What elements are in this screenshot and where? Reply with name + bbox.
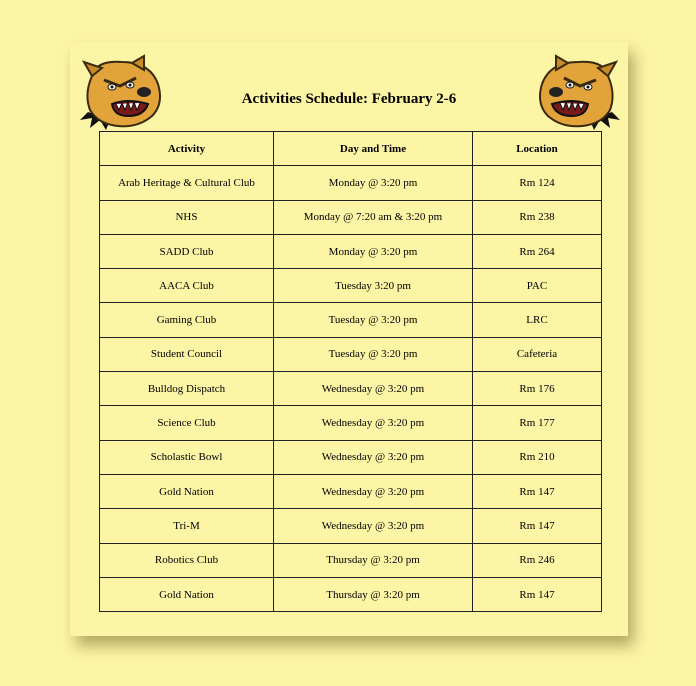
activity-cell: AACA Club (100, 269, 274, 303)
location-cell: Rm 147 (473, 474, 602, 508)
day-time-cell: Wednesday @ 3:20 pm (274, 440, 473, 474)
day-time-cell: Thursday @ 3:20 pm (274, 543, 473, 577)
table-row (100, 474, 602, 508)
bulldog-mascot-icon (534, 54, 622, 132)
table-row (100, 234, 602, 268)
activity-cell: Robotics Club (100, 543, 274, 577)
activity-cell: Bulldog Dispatch (100, 372, 274, 406)
location-cell: LRC (473, 303, 602, 337)
day-time-cell: Wednesday @ 3:20 pm (274, 474, 473, 508)
activity-cell: Scholastic Bowl (100, 440, 274, 474)
header-day-time: Day and Time (274, 132, 473, 166)
table-header-row (100, 132, 602, 166)
location-cell: Rm 177 (473, 406, 602, 440)
location-cell: Rm 246 (473, 543, 602, 577)
table-row (100, 337, 602, 371)
activity-cell: SADD Club (100, 234, 274, 268)
day-time-cell: Monday @ 3:20 pm (274, 166, 473, 200)
activity-cell: NHS (100, 200, 274, 234)
activity-cell: Science Club (100, 406, 274, 440)
activity-cell: Student Council (100, 337, 274, 371)
day-time-cell: Tuesday 3:20 pm (274, 269, 473, 303)
location-cell: Rm 238 (473, 200, 602, 234)
table-row (100, 509, 602, 543)
table-row (100, 406, 602, 440)
header-activity: Activity (100, 132, 274, 166)
activity-cell: Gold Nation (100, 474, 274, 508)
location-cell: Rm 124 (473, 166, 602, 200)
table-row (100, 440, 602, 474)
location-cell: Rm 210 (473, 440, 602, 474)
table-row (100, 200, 602, 234)
location-cell: Cafeteria (473, 337, 602, 371)
page-title: Activities Schedule: February 2-6 (241, 91, 457, 107)
header-location: Location (473, 132, 602, 166)
schedule-table (99, 131, 602, 612)
day-time-cell: Wednesday @ 3:20 pm (274, 406, 473, 440)
activity-cell: Gaming Club (100, 303, 274, 337)
table-row (100, 269, 602, 303)
day-time-cell: Wednesday @ 3:20 pm (274, 372, 473, 406)
table-row (100, 303, 602, 337)
table-row (100, 166, 602, 200)
activity-cell: Gold Nation (100, 577, 274, 611)
schedule-sheet (70, 42, 628, 636)
day-time-cell: Monday @ 7:20 am & 3:20 pm (274, 200, 473, 234)
location-cell: Rm 147 (473, 509, 602, 543)
location-cell: Rm 264 (473, 234, 602, 268)
day-time-cell: Thursday @ 3:20 pm (274, 577, 473, 611)
day-time-cell: Monday @ 3:20 pm (274, 234, 473, 268)
day-time-cell: Tuesday @ 3:20 pm (274, 303, 473, 337)
location-cell: Rm 147 (473, 577, 602, 611)
day-time-cell: Tuesday @ 3:20 pm (274, 337, 473, 371)
location-cell: PAC (473, 269, 602, 303)
activity-cell: Arab Heritage & Cultural Club (100, 166, 274, 200)
activity-cell: Tri-M (100, 509, 274, 543)
table-row (100, 372, 602, 406)
day-time-cell: Wednesday @ 3:20 pm (274, 509, 473, 543)
location-cell: Rm 176 (473, 372, 602, 406)
table-row (100, 543, 602, 577)
table-row (100, 577, 602, 611)
